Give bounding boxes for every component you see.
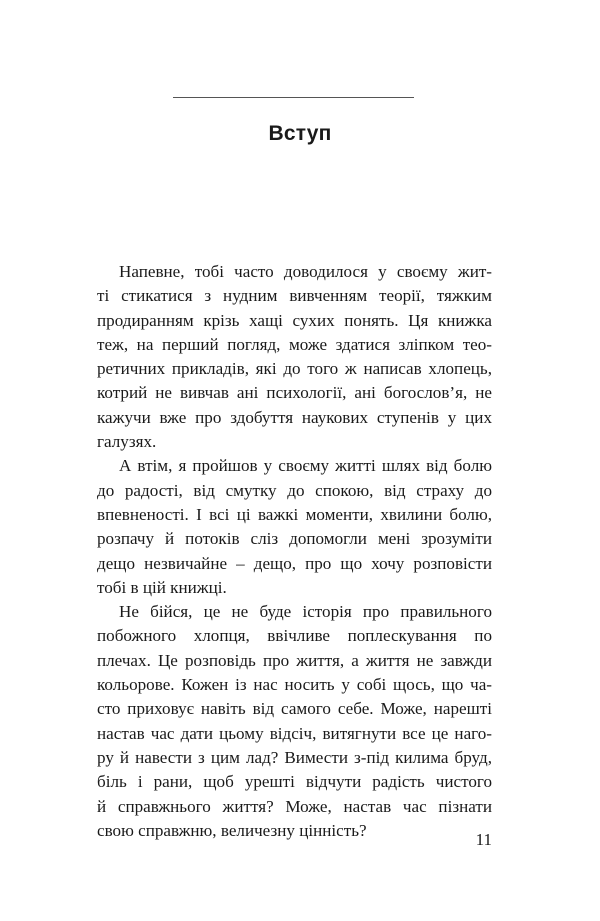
text-line: тобі в цій книжці. — [97, 577, 227, 597]
text-line: кажучи вже про здобуття наукових ступенів у цих — [97, 407, 492, 427]
text-line: галузях. — [97, 432, 157, 452]
text-line: настав час дати цьому відсіч, витягнути все це наго- — [97, 723, 492, 743]
paragraph-3 — [97, 600, 492, 843]
text-line: плечах. Це розповідь про життя, а життя не завжди — [97, 650, 492, 670]
text-line: свою справжню, величезну цінність? — [97, 820, 367, 840]
title-rule — [173, 97, 414, 98]
text-line: продиранням крізь хащі сухих понять. Ця книжка — [97, 310, 492, 330]
paragraph-1 — [97, 260, 492, 454]
paragraph-2 — [97, 454, 492, 600]
text-line: й справжнього життя? Може, настав час пізнати — [97, 796, 492, 816]
text-line: ретичних прикладів, які до того ж написав хлопець, — [97, 359, 492, 379]
body-text — [97, 260, 492, 843]
text-line: ру й навести з цим лад? Вимести з-під килима бруд, — [97, 747, 492, 767]
text-line: теж, на перший погляд, може здатися зліпком тео- — [97, 334, 492, 354]
text-line: дещо незвичайне – дещо, про що хочу розповісти — [97, 553, 492, 573]
text-line: ті стикатися з нудним вивченням теорії, тяжким — [97, 286, 492, 306]
text-line: кольорове. Кожен із нас носить у собі щось, що ча- — [97, 675, 492, 695]
text-line: Не бійся, це не буде історія про правильного — [119, 602, 492, 622]
text-line: до радості, від смутку до спокою, від страху до — [97, 480, 492, 500]
text-line: побожного хлопця, ввічливе поплескування по — [97, 626, 492, 646]
text-line: А втім, я пройшов у своєму житті шлях від болю — [119, 456, 492, 476]
chapter-title: Вступ — [268, 122, 332, 145]
text-line: сто приховує навіть від самого себе. Може, нарешті — [97, 699, 492, 719]
page-number: 11 — [475, 830, 492, 849]
text-line: котрий не вивчав ані психології, ані богослов’я, не — [97, 383, 492, 403]
text-line: біль і рани, щоб урешті відчути радість чистого — [97, 772, 492, 792]
text-line: Напевне, тобі часто доводилося у своєму жит- — [119, 262, 492, 281]
text-line: розпачу й потоків сліз допомогли мені зрозуміти — [97, 529, 492, 549]
text-line: впевненості. І всі ці важкі моменти, хвилини болю, — [97, 504, 492, 524]
